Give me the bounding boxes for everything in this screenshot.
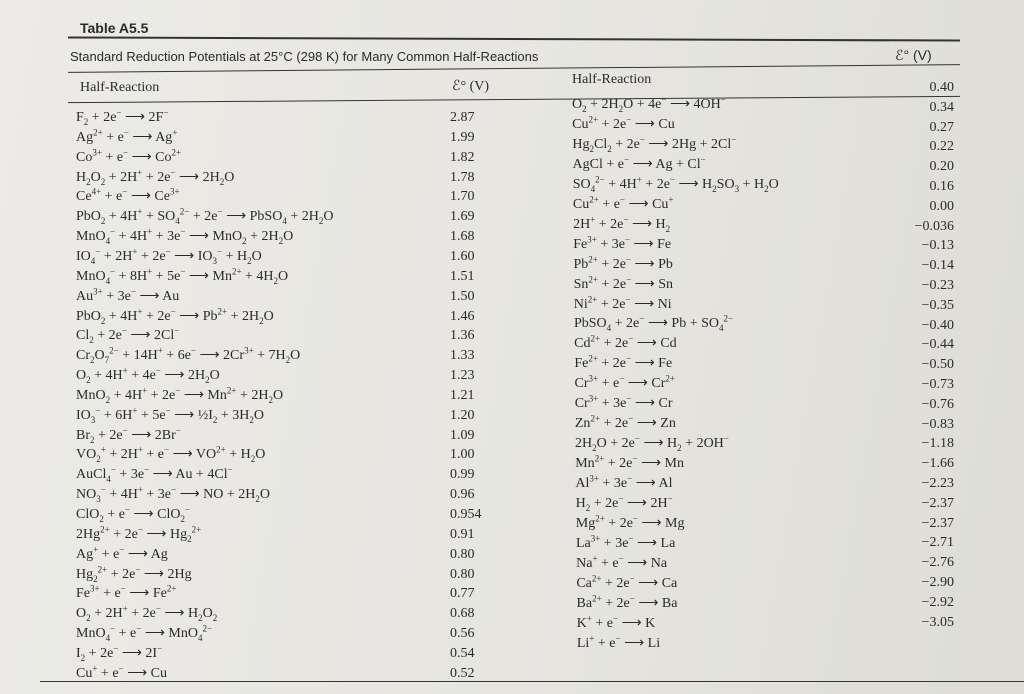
- half-reaction-right: PbSO$_4$ + 2e− ⟶ $Pb + SO_4^{2-}$: [573, 313, 734, 334]
- potential-left: 0.77: [450, 586, 475, 602]
- half-reaction-right: $Sn^{2+} + 2e^-$ ⟶ Sn: [573, 273, 674, 292]
- potential-left: 0.96: [450, 487, 475, 503]
- half-reaction-left: $Hg_2^{2+} + 2e^-$ ⟶ 2Hg: [76, 563, 192, 584]
- potential-right: −0.73: [921, 377, 954, 392]
- potential-right: −0.83: [921, 416, 954, 432]
- potential-left: 0.954: [450, 507, 482, 522]
- half-reaction-right: $Ni^{2+} + 2e^-$ ⟶ Ni: [573, 293, 672, 312]
- left-header-potential: ℰ° (V): [452, 79, 490, 94]
- potential-left: 1.36: [450, 328, 475, 344]
- potential-right: −2.92: [921, 594, 954, 610]
- potential-left: 0.56: [450, 626, 475, 642]
- half-reaction-left: MnO$_2$ + 4H+ + 2e− ⟶ $Mn^{2+} + 2H_2O$: [76, 385, 284, 405]
- half-reaction-right: $Hg_2Cl_2 + 2e^-$ ⟶ 2Hg + 2Cl−: [572, 134, 737, 154]
- table-caption: Standard Reduction Potentials at 25°C (298 K) for Many Common Half-Reactions: [70, 49, 539, 64]
- potential-right: −0.40: [921, 317, 954, 333]
- half-reaction-left: PbO$_2$ + 4H+ + 2e− ⟶ $Pb^{2+} + 2H_2O$: [76, 305, 274, 326]
- half-reaction-left: $IO_3^- + 6H^+ + 5e^-$ ⟶ $\frac{1}{2}I_2 + 3H_2O$: [76, 405, 265, 425]
- potential-right: −0.036: [914, 218, 954, 234]
- header-top-rule: [68, 64, 960, 73]
- potential-left: 1.00: [450, 447, 475, 463]
- half-reaction-left: $O_2 + 2H^+ + 2e^-$ ⟶ $H_2O_2$: [76, 603, 218, 624]
- half-reaction-right: $Cu^{2+} + e^-$ ⟶ Cu+: [572, 194, 674, 212]
- half-reaction-left: $Fe^{3+} + e^-$ ⟶ $Fe^{2+}$: [76, 583, 177, 602]
- potential-right: −2.90: [921, 575, 954, 590]
- half-reaction-left: $2Hg^{2+} + 2e^-$ ⟶ $Hg_2^{2+}$: [76, 524, 202, 544]
- potential-left: 1.33: [450, 348, 475, 364]
- potential-right: −0.44: [921, 337, 954, 353]
- half-reaction-right: AgCl + e− ⟶ Ag + Cl−: [572, 154, 706, 172]
- potential-right: −0.50: [921, 357, 954, 373]
- potential-right: −0.23: [921, 278, 954, 293]
- half-reaction-left: $Ce^{4+} + e^-$ ⟶ $Ce^{3+}$: [76, 186, 180, 205]
- potential-right: −2.71: [921, 535, 954, 551]
- half-reaction-right: Li+ + e− ⟶ Li: [576, 632, 661, 651]
- potential-left: 0.80: [450, 566, 475, 582]
- potential-right: −2.23: [921, 476, 954, 491]
- potential-right: −0.13: [921, 238, 954, 254]
- potential-right: 0.16: [929, 179, 954, 194]
- half-reaction-left: MnO$_4$− + 8H+ + 5e− ⟶ $Mn^{2+} + 4H_2O$: [76, 266, 289, 286]
- potential-right: −3.05: [921, 614, 954, 630]
- half-reaction-left: $Br_2 + 2e^-$ ⟶ 2Br−: [76, 424, 181, 445]
- half-reaction-left: $Ag^{2+} + e^-$ ⟶ Ag+: [76, 127, 178, 145]
- potential-right: 0.22: [929, 139, 954, 155]
- bottom-rule: [40, 681, 1024, 682]
- half-reaction-right: $Zn^{2+} + 2e^-$ ⟶ Zn: [574, 413, 676, 432]
- caption-potential-unit: ℰ° (V): [895, 47, 932, 63]
- potential-left: 1.21: [450, 387, 475, 403]
- potential-right: 0.27: [929, 119, 954, 135]
- half-reaction-right: $Pb^{2+} + 2e^-$ ⟶ Pb: [573, 253, 673, 272]
- half-reaction-right: $Ca^{2+} + 2e^-$ ⟶ Ca: [576, 573, 678, 591]
- header-bottom-rule: [68, 96, 960, 103]
- half-reaction-left: $Cr_2O_7^{2-} + 14H^+ + 6e^-$ ⟶ $2Cr^{3+} + 7H_2O$: [76, 345, 301, 365]
- half-reaction-left: MnO$_4$− + 4H+ + 3e− ⟶ $MnO_2 + 2H_2O$: [76, 226, 294, 246]
- half-reaction-left: $NO_3^- + 4H^+ + 3e^-$ ⟶ NO + $2H_2O$: [76, 484, 271, 504]
- potential-left: 0.99: [450, 467, 475, 483]
- potential-left: 1.68: [450, 229, 475, 245]
- half-reaction-left: $Co^{3+} + e^-$ ⟶ $Co^{2+}$: [76, 147, 182, 165]
- half-reaction-left: $PbO_2 + 4H^+ + SO_4^{2-} + 2e^-$ ⟶ PbSO$_4$ + $2H_2O$: [76, 206, 334, 227]
- left-header-reaction: Half-Reaction: [80, 80, 160, 95]
- half-reaction-right: $Cu^{2+} + 2e^-$ ⟶ Cu: [572, 114, 675, 132]
- half-reaction-left: $I_2 + 2e^-$ ⟶ 2I−: [76, 643, 163, 663]
- potential-left: 0.52: [450, 665, 475, 681]
- potential-right: 0.00: [929, 198, 954, 214]
- half-reaction-right: $Cr^{3+} + e^-$ ⟶ $Cr^{2+}$: [574, 373, 675, 392]
- potential-left: 0.91: [450, 526, 475, 542]
- potential-left: 1.50: [450, 288, 475, 304]
- potential-left: 1.20: [450, 407, 475, 423]
- half-reaction-right: $Cr^{3+} + 3e^-$ ⟶ Cr: [574, 393, 673, 412]
- half-reaction-left: $Au^{3+} + 3e^-$ ⟶ Au: [76, 285, 180, 304]
- potential-left: 1.51: [450, 268, 475, 284]
- half-reaction-left: $Cl_2 + 2e^-$ ⟶ 2Cl−: [76, 325, 180, 346]
- potential-left: 2.87: [450, 110, 475, 125]
- potential-right: 0.34: [929, 99, 954, 115]
- potential-left: 1.69: [450, 209, 475, 225]
- half-reaction-right: $SO_4^{2-} + 4H^+ + 2e^-$ ⟶ $H_2SO_3 + H_2O$: [572, 174, 779, 194]
- half-reaction-left: $VO_2^+ + 2H^+ + e^-$ ⟶ $VO^{2+} + H_2O$: [76, 444, 266, 465]
- potential-right: −0.14: [921, 258, 954, 274]
- potential-left: 0.80: [450, 546, 475, 562]
- potential-right: −2.76: [921, 555, 954, 571]
- potential-left: 1.60: [450, 248, 475, 264]
- potential-left: 1.46: [450, 308, 475, 324]
- potential-left: 1.09: [450, 427, 475, 443]
- potential-left: 1.23: [450, 368, 475, 384]
- potential-left: 0.68: [450, 606, 475, 622]
- half-reaction-right: $Cd^{2+} + 2e^-$ ⟶ Cd: [574, 333, 677, 352]
- half-reaction-left: MnO$_4$− + e− ⟶ MnO$_4^{2-}$: [76, 623, 213, 643]
- half-reaction-right: $H_2 + 2e^-$ ⟶ 2H−: [575, 493, 673, 513]
- potential-right: −0.76: [921, 396, 954, 412]
- half-reaction-right: $2H_2O + 2e^-$ ⟶ $H_2 + 2OH^-$: [575, 433, 729, 453]
- half-reaction-right: K+ + e− ⟶ K: [576, 613, 656, 631]
- half-reaction-right: Na+ + e− ⟶ Na: [576, 553, 668, 571]
- top-rule: [68, 36, 960, 41]
- half-reaction-left: $F_2 + 2e^-$ ⟶ 2F−: [76, 107, 169, 127]
- potential-left: 1.78: [450, 169, 475, 185]
- potential-right: 0.20: [929, 159, 954, 175]
- potential-right: −2.37: [921, 495, 954, 511]
- half-reaction-right: 2H+ + 2e− ⟶ $H_2$: [573, 214, 671, 234]
- right-header-reaction: Half-Reaction: [572, 72, 652, 87]
- half-reaction-right: $La^{3+} + 3e^-$ ⟶ La: [575, 533, 676, 551]
- potential-left: 1.99: [450, 129, 475, 145]
- table-label: Table A5.5: [80, 20, 149, 36]
- potential-left: 0.54: [450, 645, 475, 661]
- half-reaction-right: $Mg^{2+} + 2e^-$ ⟶ Mg: [575, 513, 685, 531]
- potential-right: −1.18: [921, 436, 954, 452]
- half-reaction-right: $Ba^{2+} + 2e^-$ ⟶ Ba: [576, 593, 678, 611]
- half-reaction-left: AuCl$_4$− + 3e− ⟶ Au + 4Cl−: [76, 464, 233, 485]
- half-reaction-left: Ag+ + e− ⟶ Ag: [76, 544, 168, 562]
- half-reaction-left: Cu+ + e− ⟶ Cu: [76, 663, 168, 681]
- half-reaction-right: $O_2 + 2H_2O + 4e^-$ ⟶ 4OH−: [572, 94, 726, 114]
- half-reaction-right: $Fe^{2+} + 2e^-$ ⟶ Fe: [574, 353, 673, 372]
- potential-left: 1.82: [450, 149, 475, 165]
- potential-right: 0.40: [929, 80, 954, 95]
- potential-right: −2.37: [921, 515, 954, 531]
- half-reaction-right: $Mn^{2+} + 2e^-$ ⟶ Mn: [575, 453, 684, 472]
- half-reaction-left: ClO$_2$ + e− ⟶ ClO$_2$−: [76, 504, 191, 524]
- potential-right: −0.35: [921, 297, 954, 313]
- half-reaction-right: $Al^{3+} + 3e^-$ ⟶ Al: [575, 473, 673, 492]
- half-reaction-right: $Fe^{3+} + 3e^-$ ⟶ Fe: [573, 233, 672, 252]
- potential-left: 1.70: [450, 189, 475, 205]
- half-reaction-left: $H_2O_2 + 2H^+ + 2e^-$ ⟶ $2H_2O$: [76, 166, 235, 187]
- potential-right: −1.66: [921, 456, 954, 472]
- half-reaction-left: $O_2 + 4H^+ + 4e^-$ ⟶ $2H_2O$: [76, 365, 220, 385]
- half-reaction-left: $IO_4^- + 2H^+ + 2e^-$ ⟶ $IO_3^- + H_2O$: [76, 246, 262, 266]
